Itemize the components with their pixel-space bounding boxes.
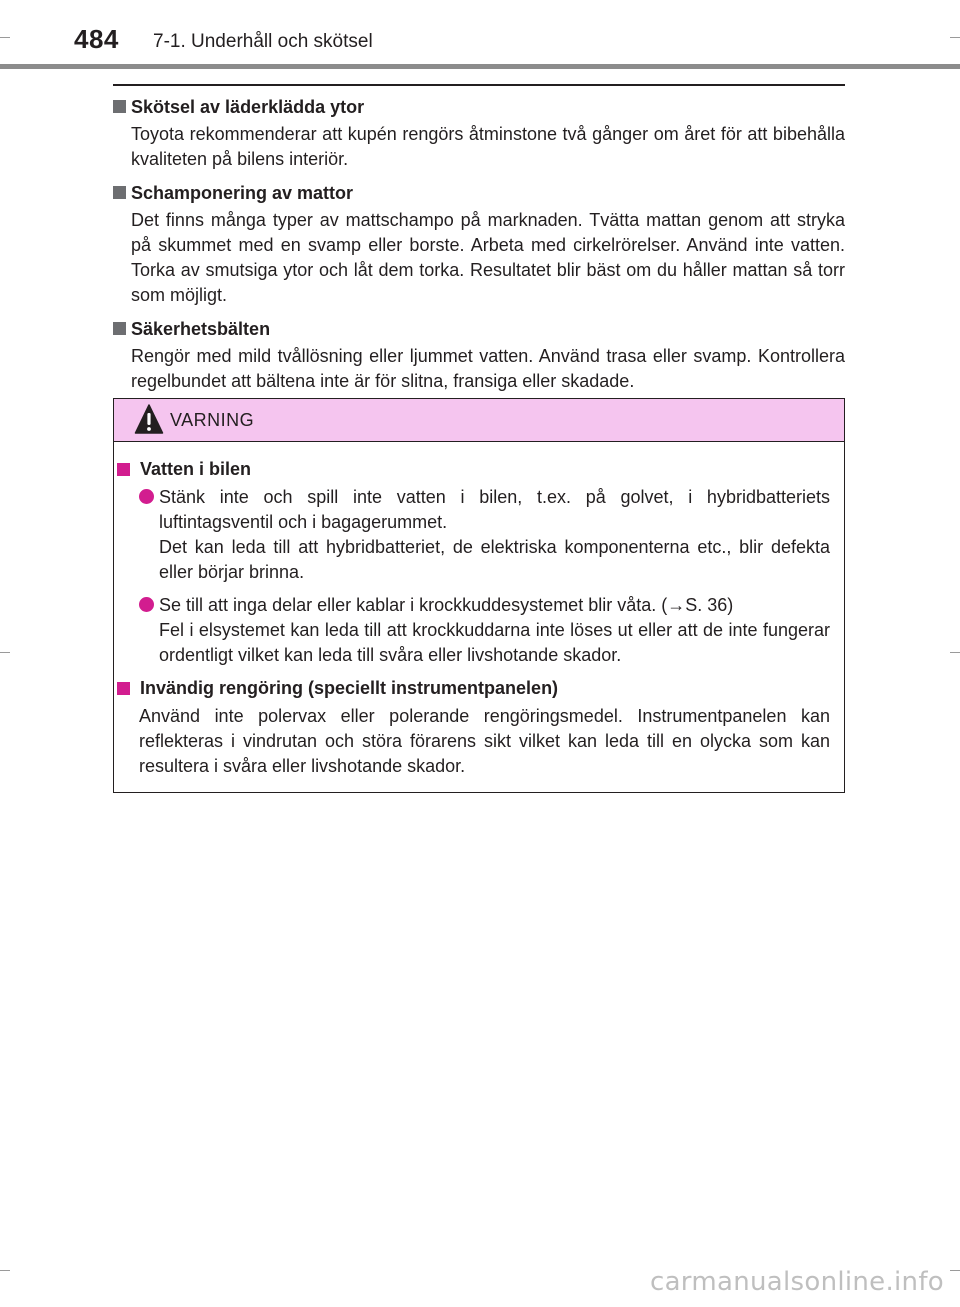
header-rule	[0, 64, 960, 69]
page-number: 484	[74, 24, 119, 54]
section-text: Det finns många typer av mattschampo på marknaden. Tvätta mattan genom att stryka på skummet med en svamp eller borste. Arbeta med cirkelrörelser. Använd inte vatten. Torka av smutsiga ytor och låt dem torka. Resultatet blir bäst om du håller mattan så torr som möjligt.	[131, 210, 845, 305]
page-header	[0, 0, 960, 72]
section-heading-text: Schamponering av mattor	[131, 183, 354, 203]
main-content	[113, 95, 845, 403]
square-bullet-icon	[117, 463, 130, 476]
round-bullet-icon	[139, 489, 154, 504]
section-heading	[113, 181, 845, 205]
round-bullet-icon	[139, 597, 154, 612]
crop-mark	[950, 652, 960, 653]
warning-body	[114, 457, 844, 779]
bullet-text: Fel i elsystemet kan leda till att krockkuddarna inte löses ut eller att de inte fungerar ordentligt vilket kan leda till svåra eller livshotande skador.	[159, 620, 830, 665]
section-heading	[113, 95, 845, 119]
warning-label: VARNING	[170, 410, 255, 430]
square-bullet-icon	[113, 186, 126, 199]
crop-mark	[0, 652, 10, 653]
warning-item-water	[114, 457, 844, 668]
warning-heading	[114, 457, 844, 481]
bullet-text: Det kan leda till att hybridbatteriet, de elektriska komponenterna etc., blir defekta eller börjar brinna.	[159, 537, 830, 582]
crop-mark	[0, 1270, 10, 1271]
section-heading-text: Skötsel av läderklädda ytor	[131, 97, 365, 117]
warning-bullet	[159, 485, 830, 585]
warning-box	[113, 398, 845, 793]
square-bullet-icon	[117, 682, 130, 695]
bullet-text: Stänk inte och spill inte vatten i bilen, t.ex. på golvet, i hybridbatteriets luftintagsventil och i bagagerummet.	[159, 487, 830, 532]
warning-heading	[114, 676, 844, 700]
section-title: 7-1. Underhåll och skötsel	[153, 31, 373, 52]
crop-mark	[950, 1270, 960, 1271]
section-heading-text: Säkerhetsbälten	[131, 319, 271, 339]
warning-bullet	[159, 593, 830, 668]
warning-heading-text: Vatten i bilen	[140, 459, 252, 479]
warning-header	[114, 399, 844, 442]
section-heading	[113, 317, 845, 341]
warning-triangle-icon	[134, 403, 164, 435]
section-seatbelts	[113, 317, 845, 394]
section-carpet-shampoo	[113, 181, 845, 308]
square-bullet-icon	[113, 100, 126, 113]
square-bullet-icon	[113, 322, 126, 335]
top-rule	[113, 84, 845, 86]
section-text: Toyota rekommenderar att kupén rengörs åtminstone två gånger om året för att bibehålla kvaliteten på bilens interiör.	[131, 124, 845, 169]
warning-text: Använd inte polervax eller polerande rengöringsmedel. Instrumentpanelen kan reflekteras i vindrutan och störa förarens sikt vilket kan leda till en olycka som kan resultera i svåra eller livshotande skador.	[139, 706, 830, 776]
section-leather-care	[113, 95, 845, 172]
watermark: carmanualsonline.info	[649, 1267, 944, 1297]
section-text: Rengör med mild tvållösning eller ljummet vatten. Använd trasa eller svamp. Kontrollera regelbundet att bältena inte är för slitna, fransiga eller skadade.	[131, 346, 845, 391]
warning-heading-text: Invändig rengöring (speciellt instrumentpanelen)	[140, 678, 559, 698]
bullet-text: Se till att inga delar eller kablar i krockkuddesystemet blir våta. (→S. 36)	[159, 595, 734, 615]
warning-item-interior-cleaning	[114, 676, 844, 779]
